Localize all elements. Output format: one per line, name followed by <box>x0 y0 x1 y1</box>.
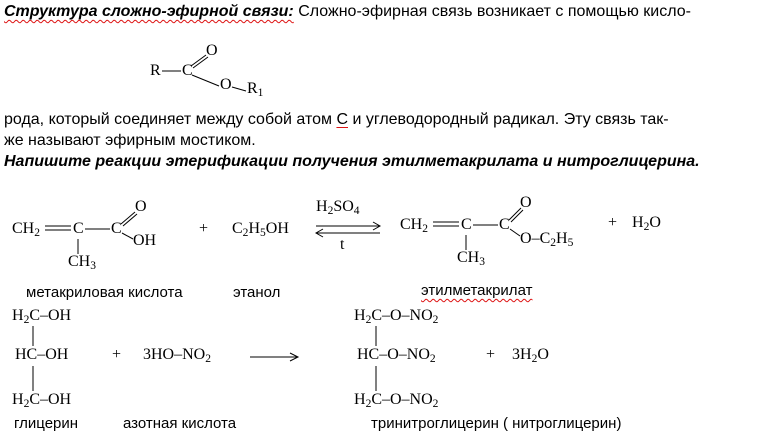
r1-ethanol-oh: OH <box>265 220 289 237</box>
intro-text-2a: рода, который соединяет между собой атом <box>4 111 337 128</box>
r1-ch2-sub: 2 <box>34 226 40 239</box>
r1-plus-2: + <box>608 214 618 231</box>
r1-catalyst-so: SO <box>333 198 354 215</box>
r1-c-end: C <box>111 220 122 237</box>
intro-line-3: же называют эфирным мостиком. <box>4 132 256 149</box>
r1-water-sub: 2 <box>643 220 650 233</box>
r1-ethanol-h: H <box>248 220 260 237</box>
r2-p3-h: H <box>354 391 366 408</box>
r2-p1-h: H <box>354 307 366 324</box>
r1-oh: OH <box>133 232 157 249</box>
r1-ch2-text: CH <box>12 220 35 237</box>
r2-p3-sub2: 2 <box>432 397 439 410</box>
ester-r1-sub: 1 <box>257 86 264 99</box>
r2-water-3h: 3H <box>512 346 532 363</box>
r1-prod-h5: H <box>556 230 568 247</box>
r1-prod-ch3-text: CH <box>457 249 480 266</box>
r1-acid-bonds <box>45 212 137 254</box>
intro-atom-c: С <box>336 111 348 128</box>
ester-r1-letter: R <box>247 80 258 97</box>
r1-prod-c: C <box>461 216 472 233</box>
equilibrium-arrows <box>316 222 380 237</box>
r1-c: C <box>73 220 84 237</box>
intro-text-2b: и углеводородный радикал. Эту связь так- <box>348 111 669 128</box>
r1-prod-h5-sub: 5 <box>567 236 574 249</box>
r1-ch3-sub: 3 <box>90 259 96 272</box>
r1-water-h: H <box>632 214 644 231</box>
intro-text-1: Сложно-эфирная связь возникает с помощью кисло- <box>298 3 691 20</box>
r1-prod-ester: $O-C_2H_5$ <box>520 230 574 249</box>
r2-water-sub: 2 <box>531 352 538 365</box>
r2-g3-end: C–OH <box>29 391 72 408</box>
r2-label-product: тринитроглицерин ( нитроглицерин) <box>371 415 622 432</box>
r1-water-o: O <box>649 214 661 231</box>
r2-g1-h: H <box>12 307 24 324</box>
r2-p3-sub: 2 <box>365 397 372 410</box>
r1-o-top: O <box>135 198 147 215</box>
r2-water-o: O <box>537 346 549 363</box>
ester-o-top: O <box>206 42 218 59</box>
r2-label-acid: азотная кислота <box>123 415 237 432</box>
intro-title: Структура сложно-эфирной связи: <box>4 3 294 20</box>
r2-g3-sub: 2 <box>23 397 30 410</box>
r1-plus-1: + <box>199 220 209 237</box>
r2-g3-h: H <box>12 391 24 408</box>
r1-label-ethanol: этанол <box>233 284 281 301</box>
r1-ethanol-c: C <box>232 220 243 237</box>
r2-g1-end: C–OH <box>29 307 72 324</box>
r2-p2-text: HC–O–NO <box>357 346 430 363</box>
r1-product-bonds <box>433 208 523 250</box>
r2-acid-text: 3HO–NO <box>143 346 206 363</box>
r1-prod-c-end: C <box>499 216 510 233</box>
r2-plus-1: + <box>112 346 122 363</box>
r2-p1-mid: C–O–NO <box>371 307 433 324</box>
r2-plus-2: + <box>486 346 496 363</box>
r1-catalyst-h: H <box>316 198 328 215</box>
r2-glycerol-row2: HC–OH <box>15 346 69 363</box>
r2-skeleton-bonds <box>33 326 376 391</box>
r1-prod-c2-sub: 2 <box>550 236 556 249</box>
r2-p2-sub: 2 <box>429 352 436 365</box>
r1-label-acid: метакриловая кислота <box>26 284 183 301</box>
r2-p1-sub2: 2 <box>432 313 439 326</box>
r1-prod-ch2-text: CH <box>400 216 423 233</box>
ester-r: R <box>150 62 161 79</box>
r1-prod-c2: C <box>539 230 551 247</box>
r1-prod-ch3-sub: 3 <box>479 255 485 268</box>
r2-g1-sub: 2 <box>23 313 30 326</box>
ester-o: O <box>220 76 232 93</box>
r1-prod-ch2-sub: 2 <box>422 222 428 235</box>
r1-label-product: этилметакрилат <box>421 282 533 299</box>
r2-p3-mid: C–O–NO <box>371 391 433 408</box>
r1-catalyst-sub2: 4 <box>353 204 360 217</box>
r1-ethanol-sub2: 5 <box>260 226 266 239</box>
ester-formula-bonds <box>162 55 246 91</box>
r2-label-glycerol: глицерин <box>14 415 79 432</box>
r1-catalyst-sub1: 2 <box>327 204 334 217</box>
ester-c: C <box>182 62 193 79</box>
r1-prod-o: O <box>520 230 532 247</box>
r2-p1-sub: 2 <box>365 313 372 326</box>
r1-ch3-text: CH <box>68 253 91 270</box>
r1-temp: t <box>340 236 345 253</box>
r2-acid-sub: 2 <box>205 352 211 365</box>
r1-prod-o-top: O <box>520 194 532 211</box>
task-text: Напишите реакции этерификации получения этилметакрилата и нитроглицерина. <box>4 153 700 170</box>
r1-ethanol-sub1: 2 <box>242 226 249 239</box>
